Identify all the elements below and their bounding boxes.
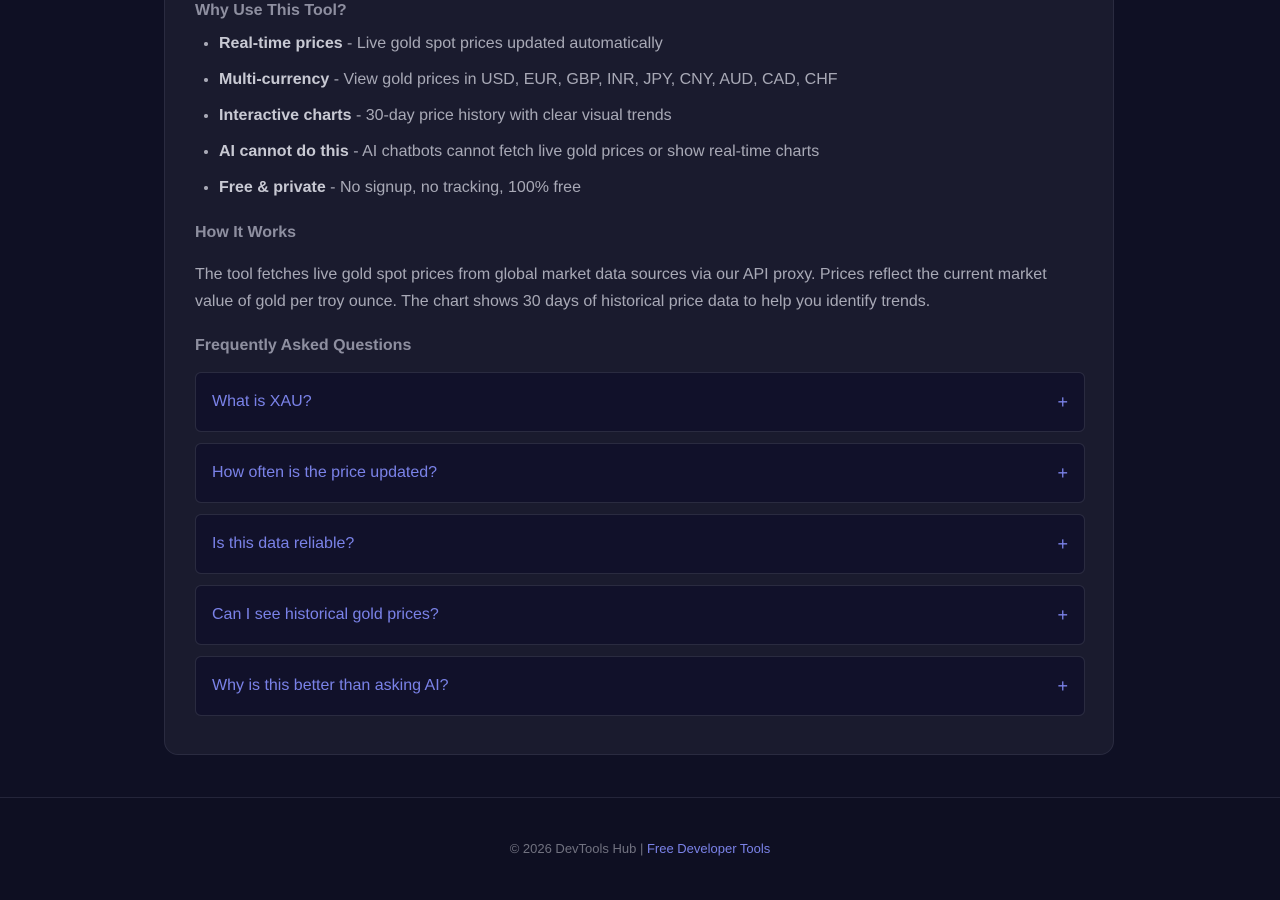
plus-icon: +	[1057, 463, 1068, 483]
feature-item	[219, 106, 1085, 125]
faq-section-title: Frequently Asked Questions	[195, 337, 412, 354]
plus-icon: +	[1057, 676, 1068, 696]
feature-item-bold: Free & private	[219, 179, 326, 196]
faq-question: Can I see historical gold prices?	[212, 606, 439, 623]
content-card	[164, 0, 1114, 755]
feature-list	[195, 34, 1085, 197]
content-body	[195, 0, 1085, 727]
faq-question: Is this data reliable?	[212, 535, 355, 552]
plus-icon: +	[1057, 392, 1068, 412]
feature-item-bold: AI cannot do this	[219, 143, 349, 160]
feature-item-bold: Real-time prices	[219, 35, 343, 52]
faq-item-update-frequency[interactable]	[195, 443, 1085, 503]
how-section-title: How It Works	[195, 224, 297, 241]
feature-item-text: - View gold prices in USD, EUR, GBP, INR, JPY, CNY, AUD, CAD, CHF	[329, 71, 838, 88]
plus-icon: +	[1057, 534, 1068, 554]
feature-item-text: - 30-day price history with clear visual trends	[351, 107, 672, 124]
faq-question: What is XAU?	[212, 393, 312, 410]
plus-icon: +	[1057, 605, 1068, 625]
how-description: The tool fetches live gold spot prices from global market data sources via our API proxy. Prices reflect the current market value of gold per troy ounce. The chart shows 30 days of historical price data to help you identify trends.	[195, 266, 1047, 310]
feature-item-text: - No signup, no tracking, 100% free	[325, 179, 581, 196]
feature-item-bold: Interactive charts	[219, 107, 352, 124]
feature-item	[219, 178, 1085, 197]
footer	[0, 797, 1280, 900]
faq-item-what-is-xau[interactable]	[195, 372, 1085, 432]
faq-question: How often is the price updated?	[212, 464, 438, 481]
footer-copyright: © 2026 DevTools Hub |	[509, 841, 647, 856]
feature-item-text: - Live gold spot prices updated automatically	[342, 35, 663, 52]
feature-item-text: - AI chatbots cannot fetch live gold prices or show real-time charts	[348, 143, 820, 160]
faq-question: Why is this better than asking AI?	[212, 677, 449, 694]
faq-item-reliability[interactable]	[195, 514, 1085, 574]
feature-item	[219, 70, 1085, 89]
feature-item	[219, 34, 1085, 53]
feature-item	[219, 142, 1085, 161]
footer-tools-link[interactable]: Free Developer Tools	[646, 841, 771, 856]
faq-list	[195, 372, 1085, 716]
feature-item-bold: Multi-currency	[219, 71, 330, 88]
faq-item-better-than-ai[interactable]	[195, 656, 1085, 716]
why-section-title: Why Use This Tool?	[195, 2, 347, 19]
faq-item-historical-prices[interactable]	[195, 585, 1085, 645]
footer-text	[0, 841, 1280, 856]
